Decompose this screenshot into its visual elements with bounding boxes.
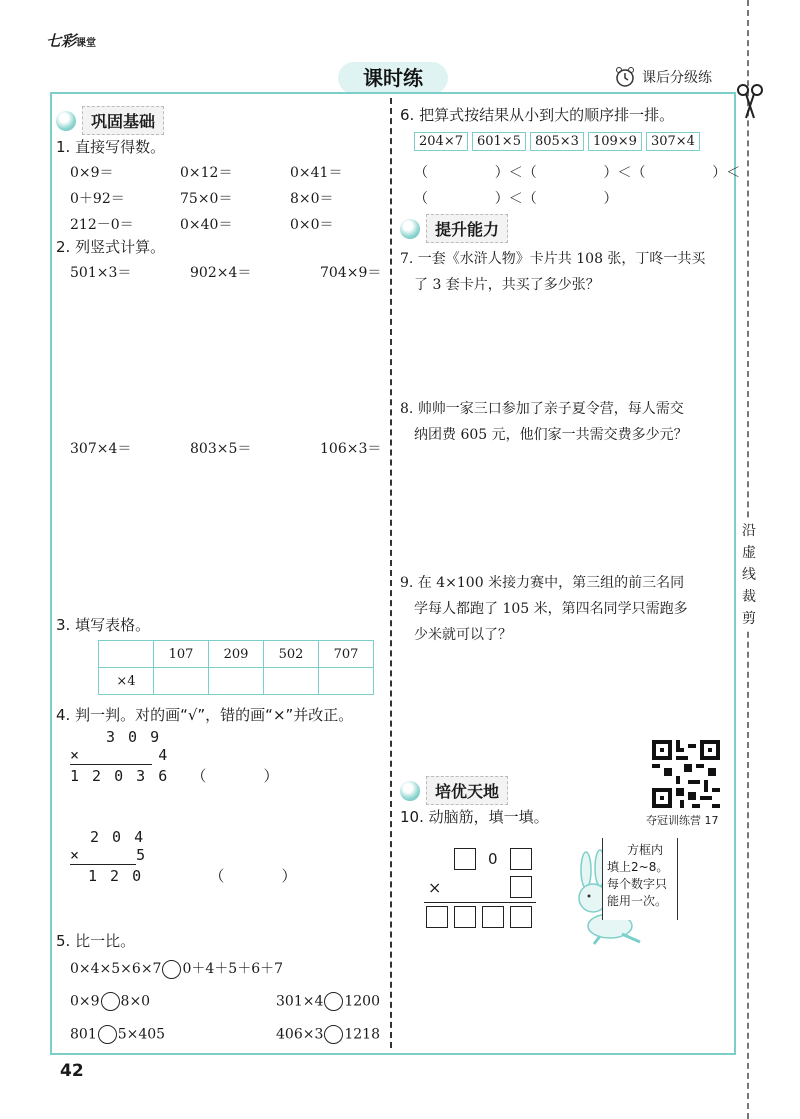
level-label: 课后分级练 <box>642 70 712 86</box>
q6-title: 6. 把算式按结果从小到大的顺序排一排。 <box>400 106 675 124</box>
digit-box[interactable] <box>510 848 532 870</box>
q3-title: 3. 填写表格。 <box>56 616 151 634</box>
level-badge <box>614 66 712 88</box>
answer-cell[interactable] <box>319 668 374 695</box>
brand-logo: 七彩课堂 <box>46 32 97 50</box>
q2-title: 2. 列竖式计算。 <box>56 238 166 256</box>
q6-answer-line1[interactable]: （ ）＜（ ）＜（ ）＜ <box>414 165 741 181</box>
cut-instruction: 沿 虚 线 裁 剪 <box>741 520 757 630</box>
given-digit: 0 <box>488 850 498 868</box>
q4-problem-a: 3 0 9 × 4 1 2 0 3 6 （ ） <box>70 728 281 785</box>
scissors-icon <box>734 82 766 122</box>
digit-box[interactable] <box>510 876 532 898</box>
digit-box[interactable] <box>482 906 504 928</box>
section-excel: 培优天地 <box>400 776 508 805</box>
answer-cell[interactable] <box>154 668 209 695</box>
q5-row1: 0×4×5×6×7 0＋4＋5＋6＋7 <box>70 961 284 977</box>
digit-box[interactable] <box>426 906 448 928</box>
section-improve: 提升能力 <box>400 214 508 243</box>
q3-table: 107 209 502 707 ×4 <box>98 640 374 695</box>
result-line <box>424 902 536 903</box>
qr-code[interactable] <box>652 740 720 808</box>
q10-puzzle <box>424 848 536 930</box>
q5-row2: 0×9 8×0 301×4 1200 <box>70 993 380 1010</box>
compare-circle[interactable] <box>98 1025 117 1044</box>
q6-items: 204×7 601×5 805×3 109×9 307×4 <box>414 130 704 151</box>
column-divider <box>390 98 392 1048</box>
times-sign: × <box>428 878 442 897</box>
compare-circle[interactable] <box>324 1025 343 1044</box>
q8-text: 8. 帅帅一家三口参加了亲子夏令营，每人需交 纳团费 605 元，他们家一共需交费多少元？ <box>400 401 688 443</box>
page-number: 42 <box>60 1061 84 1081</box>
q2-row1: 501×3＝ 902×4＝ 704×9＝ <box>70 265 382 281</box>
section-bullet-icon <box>400 219 420 239</box>
hint-note: 方框内 填上2~8。 每个数字只 能用一次。 <box>602 838 678 920</box>
section-basic: 巩固基础 <box>56 106 164 135</box>
q9-text: 9. 在 4×100 米接力赛中，第三组的前三名同 学每人都跑了 105 米，第四名同学只需跑多 少米就可以了？ <box>400 575 688 643</box>
judge-paren[interactable]: （ ） <box>191 767 281 785</box>
page-title: 课时练 <box>338 62 448 94</box>
section-bullet-icon <box>56 111 76 131</box>
q4-problem-b: 2 0 4 × 5 1 2 0 （ ） <box>70 828 299 885</box>
digit-box[interactable] <box>510 906 532 928</box>
answer-cell[interactable] <box>264 668 319 695</box>
digit-box[interactable] <box>454 848 476 870</box>
q1-problems: 0×9＝ 0×12＝ 0×41＝ 0＋92＝ 75×0＝ 8×0＝ 212－0＝ 0×40＝ 0×0＝ <box>70 165 343 233</box>
qr-caption: 夺冠训练营 17 <box>646 814 719 827</box>
q10-title: 10. 动脑筋，填一填。 <box>400 808 549 826</box>
q7-text: 7. 一套《水浒人物》卡片共 108 张，丁咚一共买 了 3 套卡片，共买了多少张？ <box>400 251 706 293</box>
q6-answer-line2[interactable]: （ ）＜（ ） <box>414 191 618 207</box>
section-bullet-icon <box>400 781 420 801</box>
compare-circle[interactable] <box>162 960 181 979</box>
q5-title: 5. 比一比。 <box>56 932 136 950</box>
q1-title: 1. 直接写得数。 <box>56 138 166 156</box>
compare-circle[interactable] <box>324 992 343 1011</box>
q4-title: 4. 判一判。对的画“√”，错的画“×”并改正。 <box>56 706 354 724</box>
answer-cell[interactable] <box>209 668 264 695</box>
judge-paren[interactable]: （ ） <box>209 867 299 885</box>
q5-row3: 801 5×405 406×3 1218 <box>70 1026 380 1043</box>
alarm-clock-icon <box>614 66 636 88</box>
q2-row2: 307×4＝ 803×5＝ 106×3＝ <box>70 441 382 457</box>
compare-circle[interactable] <box>101 992 120 1011</box>
digit-box[interactable] <box>454 906 476 928</box>
